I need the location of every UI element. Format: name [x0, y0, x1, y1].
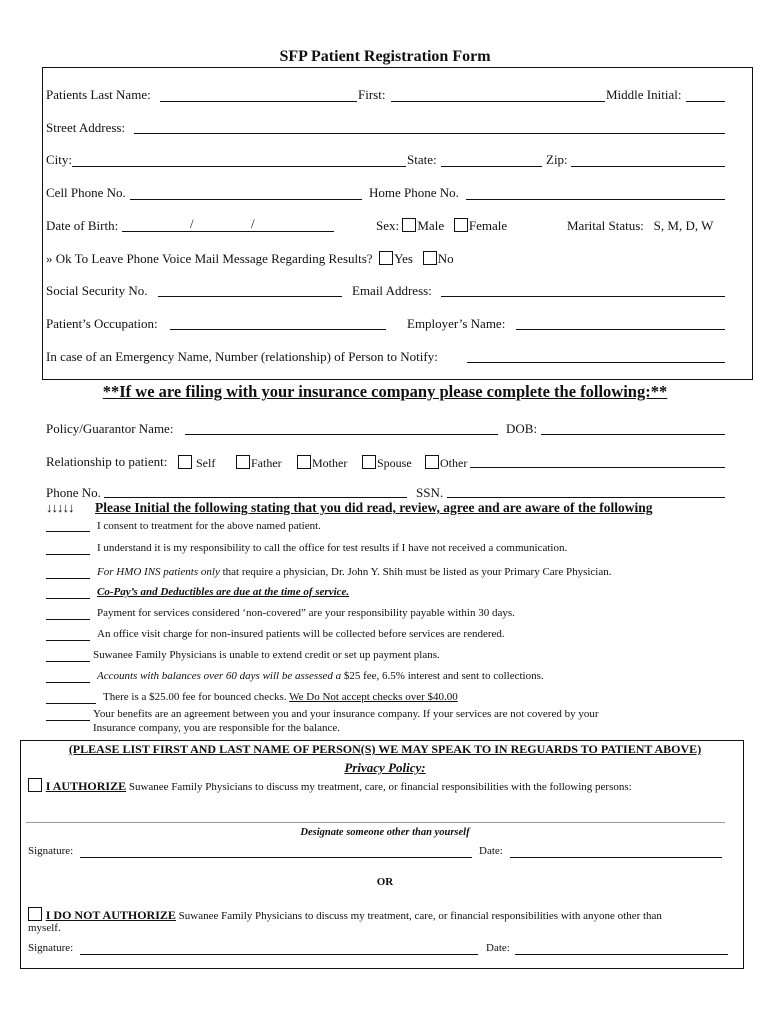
- initial-field-10[interactable]: [46, 720, 90, 721]
- initial-item-9: [103, 691, 458, 703]
- city-field[interactable]: [72, 166, 406, 167]
- initial-item-7: Suwanee Family Physicians is unable to extend credit or set up payment plans.: [93, 649, 440, 661]
- initial-item-8: [97, 670, 544, 682]
- relationship-other-label: Other: [440, 456, 468, 470]
- authorize-label: I AUTHORIZE: [45, 779, 127, 793]
- cell-phone-label: Cell Phone No.: [46, 185, 126, 200]
- voicemail-yes-checkbox[interactable]: [379, 251, 393, 265]
- privacy-policy-title: Privacy Policy:: [344, 760, 426, 775]
- relationship-mother-checkbox[interactable]: [297, 455, 311, 469]
- voicemail-label: » Ok To Leave Phone Voice Mail Message Regarding Results?: [46, 251, 373, 266]
- page-title: SFP Patient Registration Form: [279, 48, 491, 65]
- insurance-phone-label: Phone No.: [46, 485, 101, 500]
- last-name-field[interactable]: [160, 101, 357, 102]
- date-2-label: Date:: [486, 942, 510, 954]
- relationship-other-checkbox[interactable]: [425, 455, 439, 469]
- initial-field-2[interactable]: [46, 554, 90, 555]
- voicemail-question: [46, 251, 454, 267]
- relationship-mother: [297, 455, 347, 471]
- insurance-heading: **If we are filing with your insurance company please complete the following:**: [102, 382, 668, 401]
- dob-slash-2: /: [251, 216, 255, 231]
- guarantor-field[interactable]: [185, 434, 498, 435]
- initial-field-6[interactable]: [46, 640, 90, 641]
- street-field[interactable]: [134, 133, 725, 134]
- not-authorize-text: Suwanee Family Physicians to discuss my treatment, care, or financial responsibilities with anyone other than: [178, 910, 662, 922]
- signature-2-field[interactable]: [80, 954, 478, 955]
- voicemail-no-checkbox[interactable]: [423, 251, 437, 265]
- dob-field[interactable]: [122, 231, 334, 232]
- relationship-self-checkbox[interactable]: [178, 455, 192, 469]
- authorized-persons-field[interactable]: [26, 822, 725, 823]
- authorize-checkbox[interactable]: [28, 778, 42, 792]
- designate-note: Designate someone other than yourself: [300, 827, 470, 838]
- relationship-options: [178, 455, 215, 471]
- date-1-label: Date:: [479, 845, 503, 857]
- initial-item-2: I understand it is my responsibility to call the office for test results if I have not received a communication.: [97, 542, 568, 554]
- initial-item-9-checks: We Do Not accept checks over $40.00: [289, 691, 458, 703]
- last-name-label: Patients Last Name:: [46, 87, 151, 102]
- initial-field-7[interactable]: [46, 661, 90, 662]
- relationship-other: [425, 455, 467, 471]
- sex-field: [376, 218, 507, 234]
- ssn-label: Social Security No.: [46, 283, 148, 298]
- zip-label: Zip:: [546, 152, 568, 167]
- initial-item-5: Payment for services considered ‘non-covered” are your responsibility payable within 30 days.: [97, 607, 515, 619]
- occupation-label: Patient’s Occupation:: [46, 316, 158, 331]
- male-label: Male: [417, 218, 445, 233]
- guarantor-dob-label: DOB:: [506, 421, 538, 436]
- initial-item-9-fee: There is a $25.00 fee for bounced checks.: [103, 691, 287, 703]
- relationship-other-field[interactable]: [470, 467, 725, 468]
- zip-field[interactable]: [571, 166, 725, 167]
- female-checkbox[interactable]: [454, 218, 468, 232]
- relationship-mother-label: Mother: [312, 456, 348, 470]
- down-arrows-icon: ↓↓↓↓↓: [46, 500, 74, 515]
- or-divider: OR: [376, 876, 394, 888]
- initial-item-6: An office visit charge for non-insured patients will be collected before services are rendered.: [97, 628, 505, 640]
- signature-1-label: Signature:: [28, 845, 74, 857]
- not-authorize-row: [28, 907, 662, 923]
- authorize-text: Suwanee Family Physicians to discuss my treatment, care, or financial responsibilities with the following persons:: [128, 781, 632, 793]
- employer-field[interactable]: [516, 329, 725, 330]
- employer-label: Employer’s Name:: [407, 316, 506, 331]
- relationship-spouse-checkbox[interactable]: [362, 455, 376, 469]
- male-checkbox[interactable]: [402, 218, 416, 232]
- initial-item-1: I consent to treatment for the above named patient.: [97, 520, 321, 532]
- insurance-ssn-field[interactable]: [447, 497, 725, 498]
- voicemail-no-label: No: [437, 251, 454, 266]
- signature-1-field[interactable]: [80, 857, 472, 858]
- relationship-spouse: [362, 455, 412, 471]
- state-label: State:: [407, 152, 437, 167]
- initial-item-3-hmo: For HMO INS patients only: [97, 566, 220, 578]
- city-label: City:: [46, 152, 73, 167]
- middle-initial-field[interactable]: [686, 101, 725, 102]
- emergency-label: In case of an Emergency Name, Number (relationship) of Person to Notify:: [46, 349, 438, 364]
- ssn-field[interactable]: [158, 296, 342, 297]
- date-1-field[interactable]: [510, 857, 722, 858]
- sex-label: Sex:: [376, 218, 400, 233]
- initial-item-3-rest: that require a physician, Dr. John Y. Shih must be listed as your Primary Care Physician.: [222, 566, 612, 578]
- guarantor-label: Policy/Guarantor Name:: [46, 421, 174, 436]
- initial-field-4[interactable]: [46, 598, 90, 599]
- initial-field-8[interactable]: [46, 682, 90, 683]
- occupation-field[interactable]: [170, 329, 386, 330]
- initials-heading: Please Initial the following stating that you did read, review, agree and are aware of the following: [95, 500, 653, 515]
- initial-item-8-accounts: Accounts with balances over 60 days will be assessed a: [97, 670, 342, 682]
- relationship-father-checkbox[interactable]: [236, 455, 250, 469]
- not-authorize-checkbox[interactable]: [28, 907, 42, 921]
- street-label: Street Address:: [46, 120, 126, 135]
- emergency-field[interactable]: [467, 362, 725, 363]
- first-name-field[interactable]: [391, 101, 605, 102]
- authorize-row: [28, 778, 632, 794]
- initial-item-10a: Your benefits are an agreement between you and your insurance company. If your services are not covered by your: [93, 708, 599, 720]
- cell-phone-field[interactable]: [130, 199, 362, 200]
- first-name-label: First:: [358, 87, 386, 102]
- relationship-label: Relationship to patient:: [46, 454, 168, 469]
- initial-item-4: Co-Pay’s and Deductibles are due at the time of service.: [97, 586, 350, 598]
- insurance-ssn-label: SSN.: [416, 485, 444, 500]
- insurance-phone-field[interactable]: [104, 497, 407, 498]
- voicemail-yes-label: Yes: [394, 251, 413, 266]
- dob-slash-1: /: [190, 216, 194, 231]
- initial-field-1[interactable]: [46, 531, 90, 532]
- female-label: Female: [468, 218, 508, 233]
- initial-item-10b: Insurance company, you are responsible for the balance.: [93, 722, 340, 734]
- email-label: Email Address:: [352, 283, 432, 298]
- relationship-self-label: Self: [196, 456, 216, 470]
- relationship-spouse-label: Spouse: [377, 456, 412, 470]
- email-field[interactable]: [441, 296, 725, 297]
- initial-item-8-rest: $25 fee, 6.5% interest and sent to collections.: [343, 670, 544, 682]
- initial-field-3[interactable]: [46, 578, 90, 579]
- date-2-field[interactable]: [515, 954, 728, 955]
- dob-label: Date of Birth:: [46, 218, 119, 233]
- relationship-father: [236, 455, 282, 471]
- relationship-father-label: Father: [251, 456, 282, 470]
- signature-2-label: Signature:: [28, 942, 74, 954]
- home-phone-field[interactable]: [466, 199, 725, 200]
- guarantor-dob-field[interactable]: [541, 434, 725, 435]
- home-phone-label: Home Phone No.: [369, 185, 459, 200]
- state-field[interactable]: [441, 166, 542, 167]
- marital-status[interactable]: Marital Status: S, M, D, W: [567, 218, 714, 233]
- middle-initial-label: Middle Initial:: [606, 87, 682, 102]
- not-authorize-text-2: myself.: [28, 922, 61, 934]
- initial-item-3: [97, 566, 612, 578]
- list-persons-heading: (PLEASE LIST FIRST AND LAST NAME OF PERSON(S) WE MAY SPEAK TO IN REGUARDS TO PATIENT ABOVE): [68, 742, 702, 756]
- initial-field-9[interactable]: [46, 703, 96, 704]
- initial-field-5[interactable]: [46, 619, 90, 620]
- not-authorize-label: I DO NOT AUTHORIZE: [45, 908, 176, 922]
